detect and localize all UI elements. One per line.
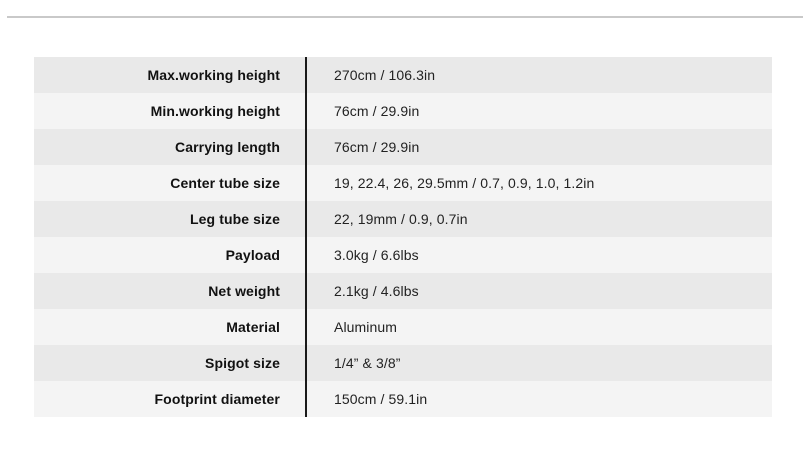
- spec-label: Payload: [225, 247, 280, 263]
- spec-value: 22, 19mm / 0.9, 0.7in: [305, 201, 772, 237]
- spec-label: Footprint diameter: [154, 391, 280, 407]
- spec-label: Material: [226, 319, 280, 335]
- spec-table-row: [34, 129, 772, 165]
- spec-label: Min.working height: [150, 103, 280, 119]
- spec-value: 150cm / 59.1in: [305, 381, 772, 417]
- spec-value: 19, 22.4, 26, 29.5mm / 0.7, 0.9, 1.0, 1.2in: [305, 165, 772, 201]
- specifications-table: [34, 57, 772, 417]
- spec-label: Net weight: [208, 283, 280, 299]
- spec-table-row: [34, 93, 772, 129]
- spec-value: 2.1kg / 4.6lbs: [305, 273, 772, 309]
- spec-value: 270cm / 106.3in: [305, 57, 772, 93]
- spec-label: Carrying length: [175, 139, 280, 155]
- spec-value: 76cm / 29.9in: [305, 93, 772, 129]
- spec-value: 76cm / 29.9in: [305, 129, 772, 165]
- spec-value: 3.0kg / 6.6lbs: [305, 237, 772, 273]
- spec-label: Leg tube size: [190, 211, 280, 227]
- spec-table-row: [34, 201, 772, 237]
- spec-value: 1/4” & 3/8”: [305, 345, 772, 381]
- spec-table-row: [34, 273, 772, 309]
- spec-table-row: [34, 237, 772, 273]
- spec-table-row: [34, 309, 772, 345]
- spec-label: Spigot size: [205, 355, 280, 371]
- spec-table-row: [34, 381, 772, 417]
- spec-label: Max.working height: [147, 67, 280, 83]
- spec-table-row: [34, 345, 772, 381]
- spec-table-row: [34, 165, 772, 201]
- spec-value: Aluminum: [305, 309, 772, 345]
- spec-table-row: [34, 57, 772, 93]
- spec-label: Center tube size: [170, 175, 280, 191]
- top-divider-line: [7, 16, 803, 18]
